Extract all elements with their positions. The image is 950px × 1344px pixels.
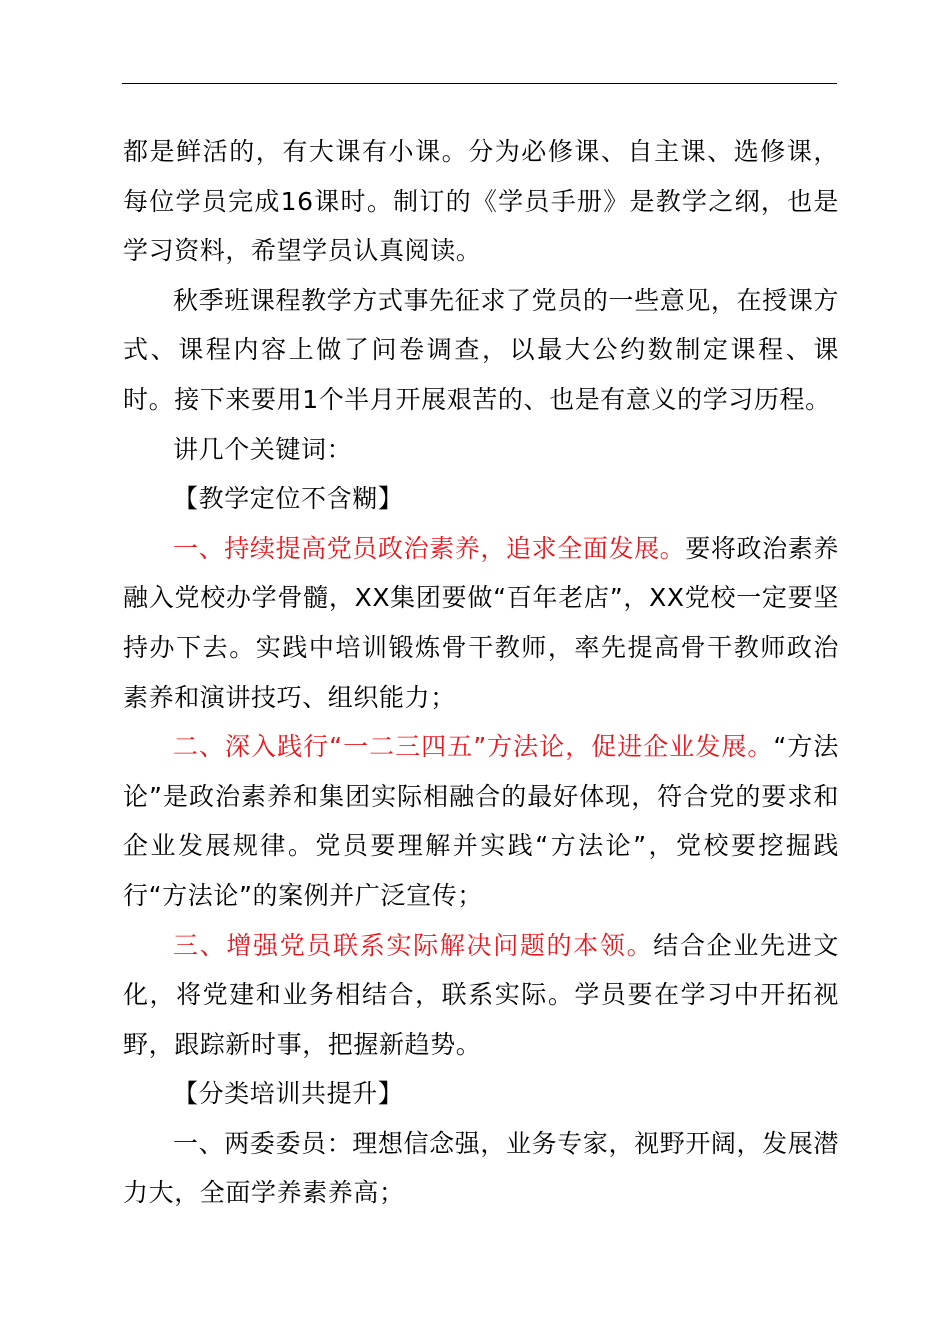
paragraph-text: 秋季班课程教学方式事先征求了党员的一些意见，在授课方式、课程内容上做了问卷调查，以最大公约数制定课程、课时。接下来要用1个半月开展艰苦的、也是有意义的学习历程。: [123, 285, 839, 414]
paragraph-point-one: [123, 524, 839, 722]
paragraph-text: 一、两委委员：理想信念强，业务专家，视野开阔，发展潜力大，全面学养素养高；: [123, 1128, 839, 1208]
section-heading-teaching-position: [123, 474, 839, 524]
highlight-lead: 二、深入践行“一二三四五”方法论，促进企业发展。: [173, 732, 774, 762]
paragraph-point-two: [123, 722, 839, 920]
paragraph-text: 要将政治素养融入党校办学骨髓，XX集团要做“百年老店”，XX党校一定要坚持办下去。实践中培训锻炼骨干教师，率先提高骨干教师政治素养和演讲技巧、组织能力；: [123, 533, 839, 712]
highlight-lead: 一、持续提高党员政治素养，追求全面发展。: [173, 533, 686, 563]
paragraph-text: 都是鲜活的，有大课有小课。分为必修课、自主课、选修课，每位学员完成16课时。制订的《学员手册》是教学之纲，也是学习资料，希望学员认真阅读。: [123, 137, 839, 266]
paragraph-course-types: [123, 127, 839, 276]
paragraph-course-method: [123, 276, 839, 425]
paragraph-text: “方法论”是政治素养和集团实际相融合的最好体现，符合党的要求和企业发展规律。党员要理解并实践“方法论”，党校要挖掘践行“方法论”的案例并广泛宣传；: [123, 732, 839, 910]
header-rule: [122, 83, 837, 84]
paragraph-text: 结合企业先进文化，将党建和业务相结合，联系实际。学员要在学习中开拓视野，跟踪新时事，把握新趋势。: [123, 930, 839, 1059]
paragraph-keywords-intro: [123, 425, 839, 475]
document-body: [123, 127, 839, 1218]
section-heading-text: 【教学定位不含糊】: [173, 484, 404, 514]
highlight-lead: 三、增强党员联系实际解决问题的本领。: [173, 930, 654, 960]
section-heading-text: 【分类培训共提升】: [173, 1079, 404, 1109]
section-heading-category-training: [123, 1069, 839, 1119]
paragraph-committee-members: [123, 1119, 839, 1218]
paragraph-text: 讲几个关键词：: [173, 434, 353, 464]
paragraph-point-three: [123, 921, 839, 1070]
